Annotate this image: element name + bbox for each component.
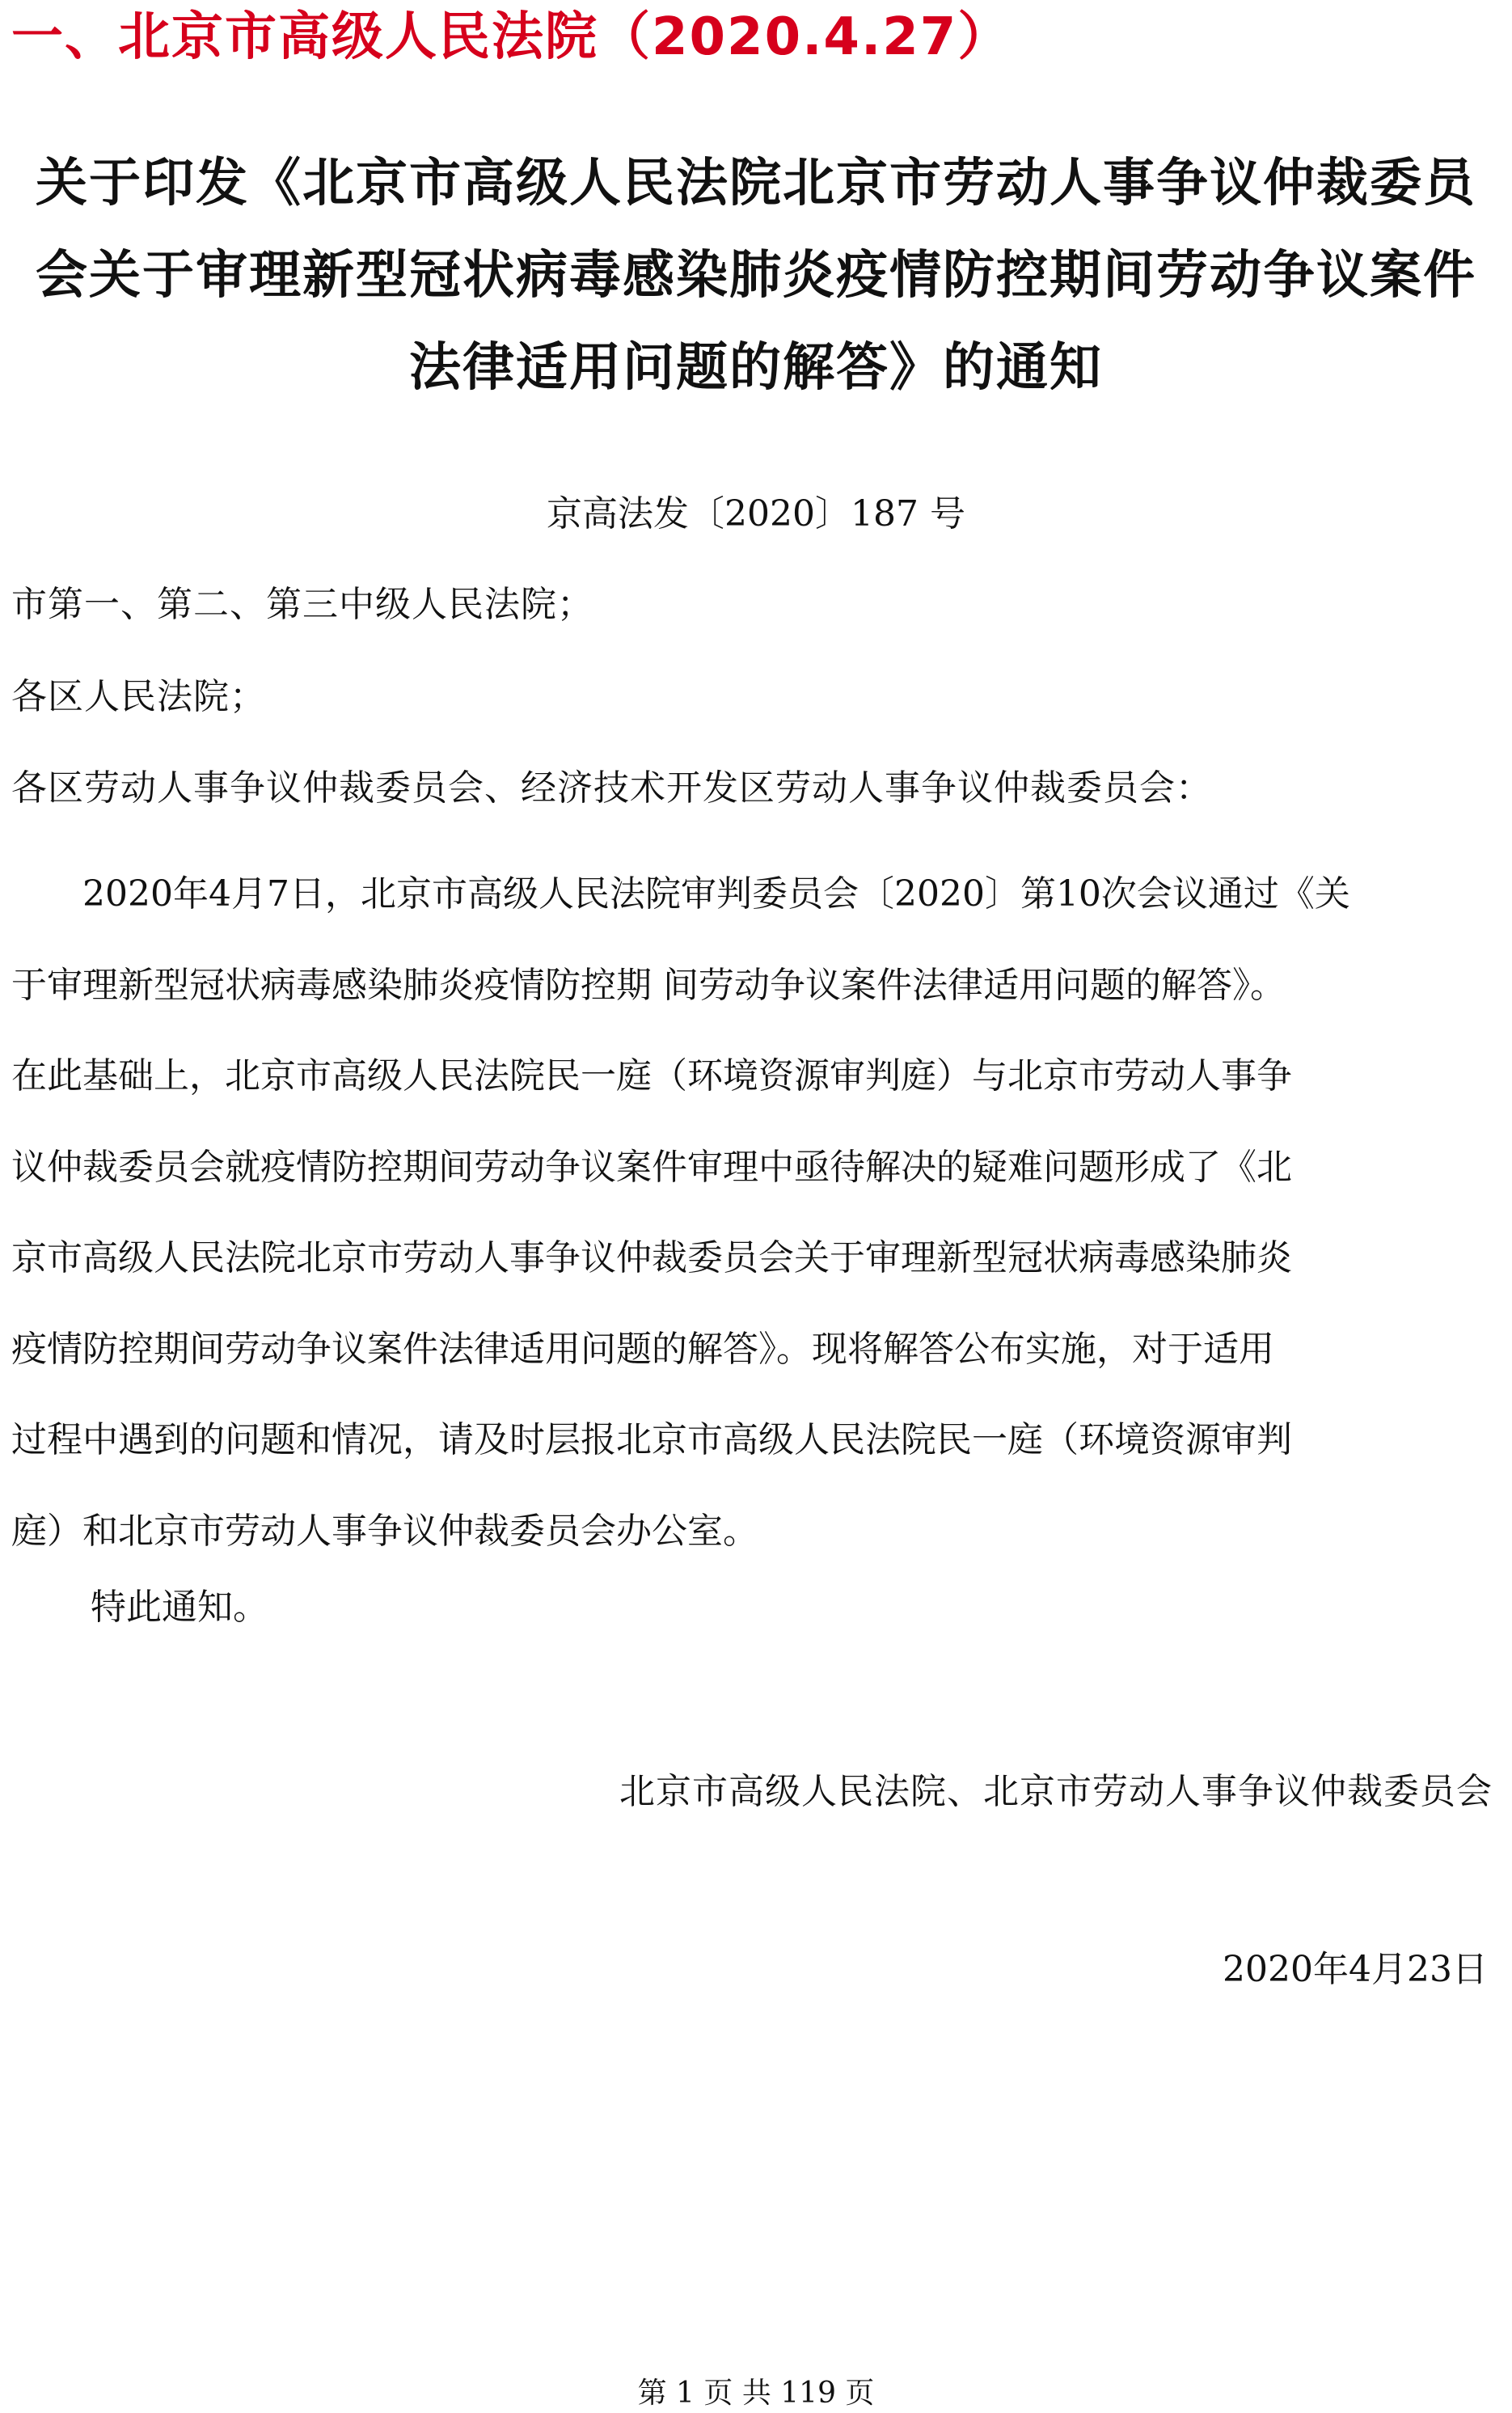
body-line: 京市高级人民法院北京市劳动人事争议仲裁委员会关于审理新型冠状病毒感染肺炎 [11, 1237, 1292, 1278]
document-title [16, 137, 1496, 414]
section-heading: 一、北京市高级人民法院（2020.4.27） [11, 7, 1012, 67]
body-line: 于审理新型冠状病毒感染肺炎疫情防控期 间劳动争议案件法律适用问题的解答》。 [11, 964, 1286, 1006]
title-line: 关于印发《北京市高级人民法院北京市劳动人事争议仲裁委员 [36, 153, 1476, 213]
body-line: 议仲裁委员会就疫情防控期间劳动争议案件审理中亟待解决的疑难问题形成了《北 [11, 1146, 1292, 1188]
body-line: 过程中遇到的问题和情况，请及时层报北京市高级人民法院民一庭（环境资源审判 [11, 1419, 1292, 1460]
issuing-authority: 北京市高级人民法院、北京市劳动人事争议仲裁委员会 [619, 1771, 1493, 1812]
body-line: 2020年4月7日，北京市高级人民法院审判委员会〔2020〕第10次会议通过《关 [11, 873, 1350, 915]
body-paragraph [11, 849, 1491, 1577]
issue-date: 2020年4月23日 [1223, 1949, 1488, 1990]
addressee-line: 各区劳动人事争议仲裁委员会、经济技术开发区劳动人事争议仲裁委员会： [11, 767, 1212, 809]
page-number-footer: 第 1 页 共 119 页 [637, 2377, 875, 2410]
body-line: 庭）和北京市劳动人事争议仲裁委员会办公室。 [11, 1510, 758, 1552]
document-number: 京高法发〔2020〕187 号 [547, 493, 965, 535]
title-line: 法律适用问题的解答》的通知 [409, 337, 1103, 398]
closing-remark: 特此通知。 [91, 1587, 268, 1628]
addressee-line: 市第一、第二、第三中级人民法院； [11, 584, 593, 625]
title-line: 会关于审理新型冠状病毒感染肺炎疫情防控期间劳动争议案件 [36, 245, 1476, 306]
body-line: 疫情防控期间劳动争议案件法律适用问题的解答》。现将解答公布实施，对于适用 [11, 1328, 1274, 1370]
addressee-line: 各区人民法院； [11, 676, 266, 717]
body-line: 在此基础上，北京市高级人民法院民一庭（环境资源审判庭）与北京市劳动人事争 [11, 1055, 1292, 1097]
